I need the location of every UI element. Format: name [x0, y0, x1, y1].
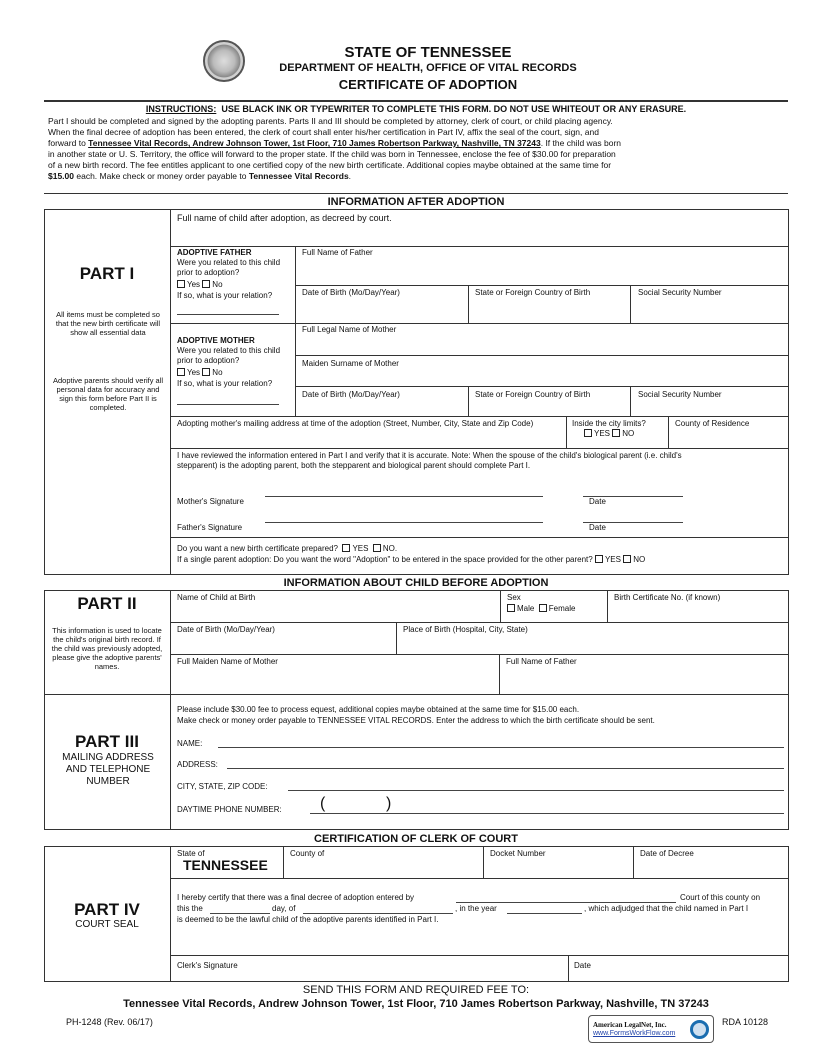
address-field[interactable]: [227, 768, 784, 769]
father-birth-state-label: State or Foreign Country of Birth: [475, 288, 591, 297]
father-signature-label: Father's Signature: [177, 523, 243, 532]
brand-box: [588, 1015, 714, 1043]
state-seal: [203, 40, 245, 82]
this-the-label: this the: [177, 904, 203, 913]
single-yes-checkbox[interactable]: [595, 555, 603, 563]
state-value: TENNESSEE: [183, 857, 268, 873]
form-title: STATE OF TENNESSEE: [344, 44, 512, 61]
send-to-heading: SEND THIS FORM AND REQUIRED FEE TO:: [302, 984, 530, 996]
form-subtitle: CERTIFICATE OF ADOPTION: [338, 77, 518, 92]
clerk-date-label: Date: [574, 961, 591, 970]
part2-title: PART II: [77, 594, 137, 613]
name-label: NAME:: [177, 739, 203, 748]
docket-number-label: Docket Number: [490, 849, 546, 858]
certify-statement: I hereby certify that there was a final decree of adoption entered by: [177, 893, 415, 902]
single-parent-question: If a single parent adoption: Do you want the word "Adoption" to be entered in the space provided for the other parent? YES NO: [177, 555, 646, 564]
department: DEPARTMENT OF HEALTH, OFFICE OF VITAL RECORDS: [279, 62, 577, 74]
decree-date-label: Date of Decree: [640, 849, 694, 858]
county-of-label: County of: [290, 849, 325, 858]
child-name-label: Full name of child after adoption, as decreed by court.: [177, 213, 392, 223]
brand-logo-icon: [690, 1020, 709, 1039]
mailing-address-label: Adopting mother's mailing address at time of the adoption (Street, Number, City, State and Zip Code): [177, 419, 534, 428]
female-checkbox[interactable]: [539, 604, 547, 612]
rda-number: RDA 10128: [722, 1017, 769, 1027]
review-statement: I have reviewed the information entered in Part I and verify that it is accurate. Note: When the spouse of the child's biological parent (i.e. child's stepparent) is the adopting parent, both the stepparent and biological parent should complete Part I.: [177, 451, 682, 470]
section-before-adoption: INFORMATION ABOUT CHILD BEFORE ADOPTION: [283, 577, 549, 589]
mother-dob-label: Date of Birth (Mo/Day/Year): [302, 390, 400, 399]
instructions-text: Part I should be completed and signed by the adopting parents. Parts II and III should be completed by attorney, clerk of court, or child placing agency. When the final decree of adoption has been entered, the clerk of court shall enter his/her certification in Part IV, affix the seal of the court, sign, and forward to Tennessee Vital Records, Andrew Johnson Tower, 1st Floor, 710 James Robertson Parkway, Nashville, TN 37243. If the child was born in another state or U. S. Territory, the office will forward to the proper state. If the child was born in Tennessee, enclose the fee of $30.00 for preparation of a new birth record. The fee entitles applicant to one certified copy of the new birth certificate. Additional copies maybe obtained at the same time for $15.00 each. Make check or money order payable to Tennessee Vital Records.: [48, 116, 622, 181]
form-number: PH-1248 (Rev. 06/17): [66, 1017, 153, 1027]
inside-city-label: Inside the city limits?: [572, 419, 646, 428]
new-certificate-question: Do you want a new birth certificate prepared? YES NO.: [177, 544, 398, 553]
part3-title: PART III: [75, 732, 139, 751]
father-yes-checkbox[interactable]: [177, 280, 185, 288]
mother-related-options: Yes No: [177, 368, 223, 378]
part2-side-note: This information is used to locate the child's original birth record. If the child was previously adopted, please give the adoptive parents' names.: [51, 626, 163, 671]
mother-no-checkbox[interactable]: [202, 368, 210, 376]
section-after-adoption: INFORMATION AFTER ADOPTION: [327, 196, 505, 208]
male-checkbox[interactable]: [507, 604, 515, 612]
single-no-checkbox[interactable]: [623, 555, 631, 563]
phone-area-open: (: [320, 795, 326, 812]
mother-birth-state-label: State or Foreign Country of Birth: [475, 390, 591, 399]
city-no-checkbox[interactable]: [612, 429, 620, 437]
part1-side-note: All items must be completed so that the new birth certificate will show all essential data: [55, 310, 161, 337]
new-cert-no-checkbox[interactable]: [373, 544, 381, 552]
year-label: , in the year: [455, 904, 497, 913]
city-yes-checkbox[interactable]: [584, 429, 592, 437]
child-dob-label: Date of Birth (Mo/Day/Year): [177, 625, 275, 634]
mother-name-label: Full Legal Name of Mother: [302, 325, 397, 334]
father-dob-label: Date of Birth (Mo/Day/Year): [302, 288, 400, 297]
mother-ssn-label: Social Security Number: [638, 390, 722, 399]
mother-yes-checkbox[interactable]: [177, 368, 185, 376]
adoptive-mother-heading: ADOPTIVE MOTHER: [177, 336, 255, 345]
court-seal-label: COURT SEAL: [75, 919, 139, 930]
phone-field[interactable]: [310, 813, 784, 814]
birth-name-label: Name of Child at Birth: [177, 593, 256, 602]
mother-relation-label: If so, what is your relation?: [177, 379, 273, 388]
mother-related-question: Were you related to this child prior to adoption?: [177, 346, 281, 365]
part4-title: PART IV: [74, 900, 140, 919]
state-of-label: State of: [177, 849, 205, 858]
day-of-label: day, of: [272, 904, 296, 913]
birth-cert-no-label: Birth Certificate No. (if known): [614, 593, 721, 602]
phone-area-close: ): [386, 795, 392, 812]
father-ssn-label: Social Security Number: [638, 288, 722, 297]
phone-label: DAYTIME PHONE NUMBER:: [177, 805, 282, 814]
send-to-address: Tennessee Vital Records, Andrew Johnson Tower, 1st Floor, 710 James Robertson Parkway, Nashville, TN 37243: [123, 998, 709, 1010]
adoptive-father-heading: ADOPTIVE FATHER: [177, 248, 252, 257]
child-name-field[interactable]: [171, 222, 788, 246]
brand-url: www.FormsWorkFlow.com: [593, 1030, 676, 1037]
section-clerk-certification: CERTIFICATION OF CLERK OF COURT: [314, 833, 518, 845]
city-field[interactable]: [288, 790, 784, 791]
clerk-signature-label: Clerk's Signature: [177, 961, 238, 970]
mother-date-label: Date: [589, 497, 606, 506]
payable-note: Make check or money order payable to TENNESSEE VITAL RECORDS. Enter the address to which the birth certificate should be sent.: [177, 716, 655, 725]
name-field[interactable]: [218, 747, 784, 748]
fee-note: Please include $30.00 fee to process equest, additional copies maybe obtained at the same time for $15.00 each.: [177, 705, 580, 714]
inside-city-options: YES NO: [584, 429, 634, 439]
adjudged-text: , which adjudged that the child named in Part I: [584, 904, 749, 913]
father-relation-label: If so, what is your relation?: [177, 291, 273, 300]
part1-title: PART I: [79, 264, 135, 283]
father-related-options: Yes No: [177, 280, 223, 290]
father-full-name-label: Full Name of Father: [506, 657, 577, 666]
sex-options: Male Female: [507, 604, 575, 614]
new-cert-yes-checkbox[interactable]: [342, 544, 350, 552]
court-county-text: Court of this county on: [680, 893, 761, 902]
brand-name: American LegalNet, Inc.: [593, 1021, 667, 1029]
father-related-question: Were you related to this child prior to adoption?: [177, 258, 281, 277]
place-of-birth-label: Place of Birth (Hospital, City, State): [403, 625, 528, 634]
city-label: CITY, STATE, ZIP CODE:: [177, 782, 268, 791]
instructions-heading: INSTRUCTIONS: USE BLACK INK OR TYPEWRITER TO COMPLETE THIS FORM. DO NOT USE WHITEOUT OR ANY ERASURE.: [145, 104, 687, 114]
father-date-label: Date: [589, 523, 606, 532]
lawful-child-text: is deemed to be the lawful child of the adoptive parents identified in Part I.: [177, 915, 439, 924]
part3-side-note: MAILING ADDRESS AND TELEPHONE NUMBER: [62, 752, 154, 787]
maiden-mother-label: Full Maiden Name of Mother: [177, 657, 278, 666]
father-no-checkbox[interactable]: [202, 280, 210, 288]
mother-signature-label: Mother's Signature: [177, 497, 244, 506]
county-residence-label: County of Residence: [675, 419, 750, 428]
address-label: ADDRESS:: [177, 760, 218, 769]
mother-maiden-label: Maiden Surname of Mother: [302, 359, 399, 368]
sex-label: Sex: [507, 593, 521, 602]
father-name-label: Full Name of Father: [302, 248, 373, 257]
part1-side-note-2: Adoptive parents should verify all personal data for accuracy and sign this form before Part II is completed.: [52, 376, 164, 412]
